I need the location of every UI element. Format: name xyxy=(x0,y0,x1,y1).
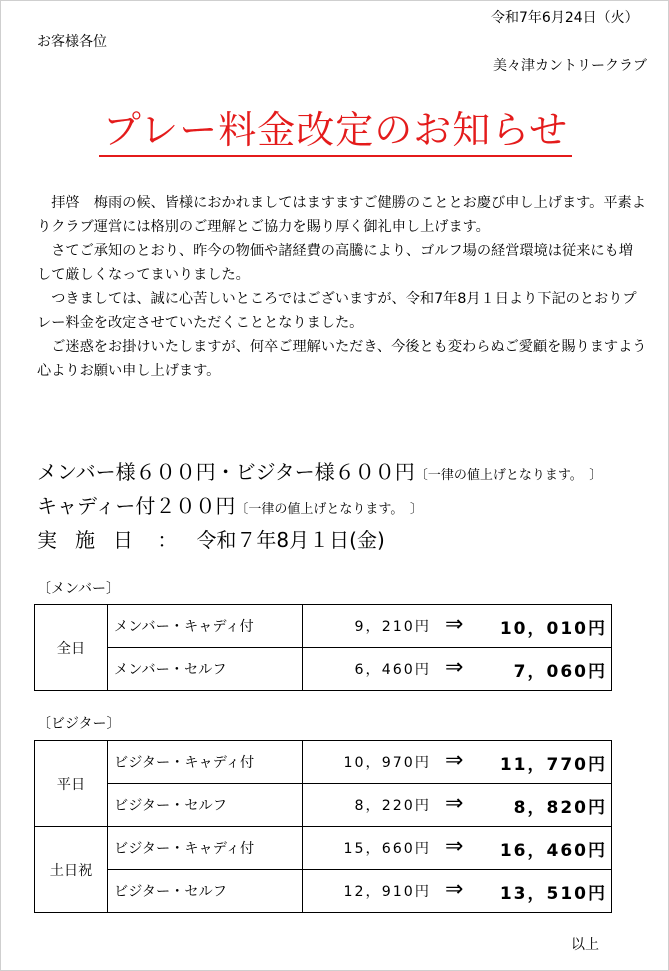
fee-name: メンバー・セルフ xyxy=(108,648,303,691)
fee-name: メンバー・キャディ付 xyxy=(108,605,303,648)
effective-date-value: 令和７年8月１日(金) xyxy=(196,528,385,552)
fee-name: ビジター・セルフ xyxy=(108,870,303,913)
table-row xyxy=(35,741,612,784)
new-price: 10，010円 xyxy=(499,619,607,639)
visitor-fee-table xyxy=(34,740,612,913)
arrow-icon: ⇒ xyxy=(445,612,464,637)
old-price: 6，460円 xyxy=(354,662,431,678)
table-row xyxy=(35,605,612,648)
group-label: 全日 xyxy=(35,605,108,691)
notice-main: メンバー様６００円・ビジター様６００円 xyxy=(37,460,415,484)
notice-line-increase xyxy=(37,456,602,485)
new-price: 8，820円 xyxy=(513,798,607,818)
body-paragraph: ご迷惑をお掛けいたしますが、何卒ご理解いただき、今後とも変わらぬご愛顧を賜りますよう心よりお願い申し上げます。 xyxy=(37,339,647,379)
notice-note: 〔一律の値上げとなります。 〕 xyxy=(235,502,423,517)
fee-name: ビジター・セルフ xyxy=(108,784,303,827)
table-row xyxy=(35,870,612,913)
fee-name: ビジター・キャディ付 xyxy=(108,741,303,784)
table-row xyxy=(35,784,612,827)
closing-remark: 以上 xyxy=(571,937,599,953)
body-text xyxy=(37,191,647,383)
body-paragraph: つきましては、誠に心苦しいところではございますが、令和7年8月１日より下記のとおりプレー料金を改定させていただくこととなりました。 xyxy=(37,291,637,331)
old-price: 10，970円 xyxy=(343,755,431,771)
new-price: 16，460円 xyxy=(499,841,607,861)
arrow-icon: ⇒ xyxy=(445,834,464,859)
fee-price-cell xyxy=(303,784,612,827)
addressee: お客様各位 xyxy=(37,34,107,50)
effective-date-label: 実施日 xyxy=(37,528,151,552)
arrow-icon: ⇒ xyxy=(445,877,464,902)
old-price: 9，210円 xyxy=(354,619,431,635)
arrow-icon: ⇒ xyxy=(445,791,464,816)
visitor-caption: 〔ビジター〕 xyxy=(37,716,121,732)
old-price: 12，910円 xyxy=(343,884,431,900)
notice-line-effective-date xyxy=(37,524,385,553)
group-label: 土日祝 xyxy=(35,827,108,913)
fee-price-cell xyxy=(303,870,612,913)
effective-date-separator: ： xyxy=(157,528,178,552)
body-paragraph: 拝啓 梅雨の候、皆様におかれましてはますますご健勝のこととお慶び申し上げます。平素よりクラブ運営には格別のご理解とご協力を賜り厚く御礼申し上げます。 xyxy=(37,195,646,235)
fee-name: ビジター・キャディ付 xyxy=(108,827,303,870)
body-paragraph: さてご承知のとおり、昨今の物価や諸経費の高騰により、ゴルフ場の経営環境は従来にも増して厳しくなってまいりました。 xyxy=(37,243,633,283)
fee-price-cell xyxy=(303,741,612,784)
notice-note: 〔一律の値上げとなります。 〕 xyxy=(414,468,603,483)
new-price: 7，060円 xyxy=(513,662,607,682)
notice-line-caddie xyxy=(37,490,423,519)
group-label: 平日 xyxy=(35,741,108,827)
old-price: 15，660円 xyxy=(343,841,431,857)
arrow-icon: ⇒ xyxy=(445,748,464,773)
member-caption: 〔メンバー〕 xyxy=(37,581,121,597)
document-title-wrap xyxy=(1,107,669,157)
table-row xyxy=(35,827,612,870)
document-title: プレー料金改定のお知らせ xyxy=(99,107,572,157)
table-row xyxy=(35,648,612,691)
notice-main: キャディー付２００円 xyxy=(37,494,236,518)
member-fee-table xyxy=(34,604,612,691)
fee-price-cell xyxy=(303,648,612,691)
old-price: 8，220円 xyxy=(354,798,431,814)
new-price: 13，510円 xyxy=(499,884,607,904)
fee-price-cell xyxy=(303,605,612,648)
sender-name: 美々津カントリークラブ xyxy=(493,58,647,74)
arrow-icon: ⇒ xyxy=(445,655,464,680)
new-price: 11，770円 xyxy=(499,755,607,775)
fee-price-cell xyxy=(303,827,612,870)
document-date: 令和7年6月24日（火） xyxy=(491,10,639,26)
